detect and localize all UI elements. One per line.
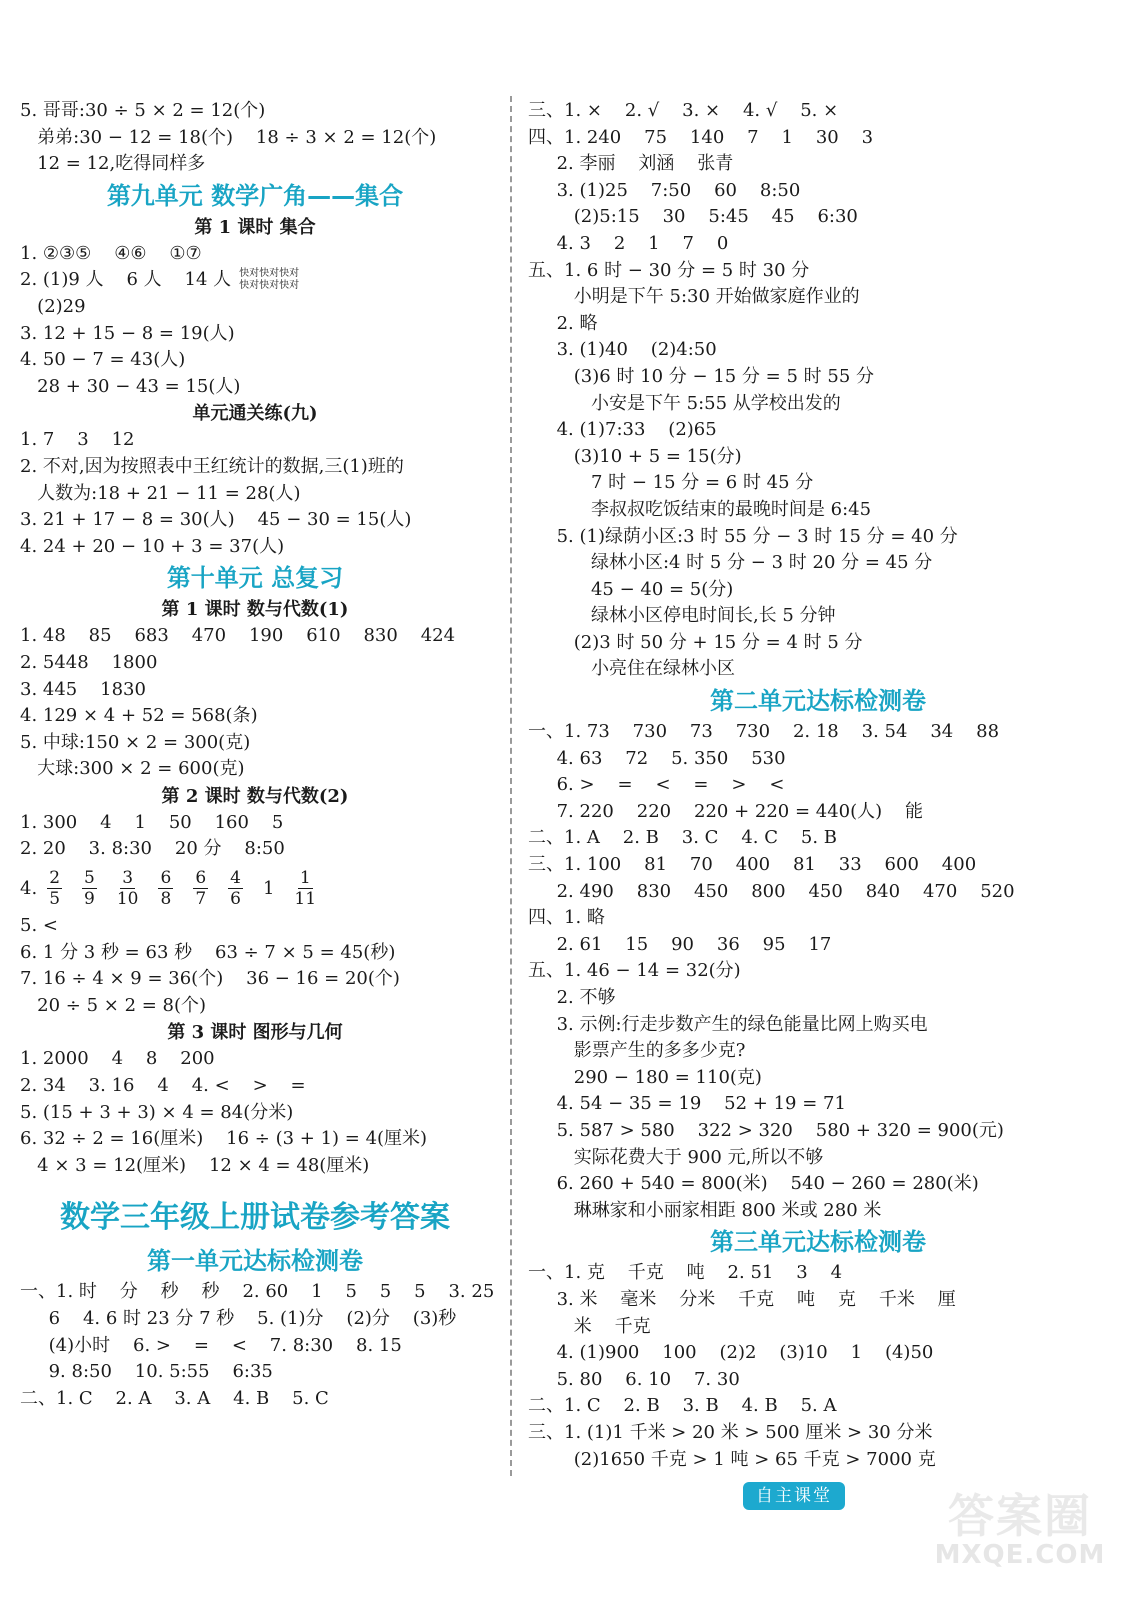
answer-line: (2)3 时 50 分 + 15 分 = 4 时 5 分 bbox=[528, 631, 863, 653]
answer-line: 一、1. 克 千克 吨 2. 51 3 4 bbox=[528, 1262, 843, 1284]
unit10-lesson3-answers bbox=[20, 1046, 490, 1179]
fraction bbox=[193, 868, 208, 909]
answer-line: 3. (1)40 (2)4:50 bbox=[528, 339, 717, 361]
answer-line: 2. 略 bbox=[528, 312, 598, 334]
answer-line: 6. 1 分 3 秒 = 63 秒 63 ÷ 7 × 5 = 45(秒) bbox=[20, 941, 396, 963]
answer-line: 2. 20 3. 8:30 20 分 8:50 bbox=[20, 838, 285, 860]
fraction-denominator: 5 bbox=[49, 888, 61, 909]
answer-line: 四、1. 240 75 140 7 1 30 3 bbox=[528, 126, 874, 148]
answer-line: 绿林小区:4 时 5 分 − 3 时 20 分 = 45 分 bbox=[528, 552, 933, 574]
answer-line: 5. 中球:150 × 2 = 300(克) bbox=[20, 731, 251, 753]
answer-line: 小安是下午 5:55 从学校出发的 bbox=[528, 392, 841, 414]
answer-line: 绿林小区停电时间长,长 5 分钟 bbox=[528, 605, 836, 627]
unit10-title: 第十单元 总复习 bbox=[166, 564, 344, 593]
handwritten-note-line: 快对快对快对 bbox=[239, 268, 300, 280]
fraction bbox=[294, 868, 316, 909]
unit9-review-answers bbox=[20, 427, 490, 560]
unit10-lesson3-heading: 第 3 课时 图形与几何 bbox=[167, 1022, 343, 1044]
answer-line: 4. (1)7:33 (2)65 bbox=[528, 419, 717, 441]
answer-line: 2. 李丽 刘涵 张青 bbox=[528, 153, 734, 175]
answer-line: 4. 24 + 20 − 10 + 3 = 37(人) bbox=[20, 535, 285, 557]
answer-line: 3. 21 + 17 − 8 = 30(人) 45 − 30 = 15(人) bbox=[20, 509, 412, 531]
answer-line: 李叔叔吃饭结束的最晚时间是 6:45 bbox=[528, 498, 872, 520]
answer-line: 5. (1)绿荫小区:3 时 55 分 − 3 时 15 分 = 40 分 bbox=[528, 525, 958, 547]
test2-title: 第二单元达标检测卷 bbox=[710, 687, 926, 716]
answer-line: 大球:300 × 2 = 600(克) bbox=[20, 758, 245, 780]
answer-line: 五、1. 6 时 − 30 分 = 5 时 30 分 bbox=[528, 259, 810, 281]
answer-line: 1. 48 85 683 470 190 610 830 424 bbox=[20, 625, 456, 647]
answer-line: 2. 61 15 90 36 95 17 bbox=[528, 933, 832, 955]
answer-line: 2. 490 830 450 800 450 840 470 520 bbox=[528, 880, 1015, 902]
answer-line: 1. 7 3 12 bbox=[20, 429, 135, 451]
answer-line: 12 = 12,吃得同样多 bbox=[20, 153, 206, 175]
answer-line: 7. 220 220 220 + 220 = 440(人) 能 bbox=[528, 800, 924, 822]
answer-line: 7 时 − 15 分 = 6 时 45 分 bbox=[528, 472, 814, 494]
fraction-numerator: 1 bbox=[299, 867, 311, 888]
fraction-denominator: 7 bbox=[195, 888, 207, 909]
answer-line: 3. 12 + 15 − 8 = 19(人) bbox=[20, 322, 235, 344]
fraction-numerator: 4 bbox=[230, 867, 241, 888]
answer-line: 5. < bbox=[20, 915, 58, 937]
right-column bbox=[528, 98, 1108, 1473]
answer-line: 五、1. 46 − 14 = 32(分) bbox=[528, 960, 741, 982]
answer-line: 4 × 3 = 12(厘米) 12 × 4 = 48(厘米) bbox=[20, 1154, 370, 1176]
answer-line: 7. 16 ÷ 4 × 9 = 36(个) 36 − 16 = 20(个) bbox=[20, 968, 400, 990]
answer-line: 28 + 30 − 43 = 15(人) bbox=[20, 375, 241, 397]
unit10-lesson2-answers-a bbox=[20, 810, 490, 863]
test1-answers bbox=[20, 1279, 495, 1412]
test3-title: 第三单元达标检测卷 bbox=[710, 1228, 926, 1257]
answer-line: 6 4. 6 时 23 分 7 秒 5. (1)分 (2)分 (3)秒 bbox=[20, 1308, 457, 1329]
watermark-url: MXQE.COM bbox=[934, 1540, 1106, 1570]
handwritten-note bbox=[239, 268, 299, 292]
answer-line: 6. 32 ÷ 2 = 16(厘米) 16 ÷ (3 + 1) = 4(厘米) bbox=[20, 1128, 428, 1150]
fraction-question-number: 4. bbox=[20, 877, 38, 899]
fraction-numerator: 5 bbox=[84, 867, 95, 888]
fraction bbox=[82, 868, 97, 909]
answer-line: 1. 2000 4 8 200 bbox=[20, 1048, 215, 1070]
answer-line: 二、1. C 2. A 3. A 4. B 5. C bbox=[20, 1387, 329, 1409]
answer-line: 3. 445 1830 bbox=[20, 678, 146, 700]
unit10-lesson1-heading: 第 1 课时 数与代数(1) bbox=[161, 599, 349, 621]
zizhu-ketang-badge: 自主课堂 bbox=[743, 1482, 845, 1510]
test3-answers bbox=[528, 1260, 1108, 1473]
fraction-numerator: 6 bbox=[195, 867, 207, 888]
answer-line: 4. 63 72 5. 350 530 bbox=[528, 747, 786, 769]
answer-line: 45 − 40 = 5(分) bbox=[528, 578, 734, 600]
booklet-main-title: 数学三年级上册试卷参考答案 bbox=[60, 1200, 450, 1236]
answer-line: 人数为:18 + 21 − 11 = 28(人) bbox=[20, 482, 301, 504]
left-top-answers bbox=[20, 98, 490, 178]
answer-line: 5. 587 > 580 322 > 320 580 + 320 = 900(元) bbox=[528, 1119, 1004, 1141]
fraction-denominator: 6 bbox=[230, 888, 241, 909]
answer-line: 2. 不够 bbox=[528, 987, 616, 1008]
fraction-whole-number: 1 bbox=[262, 877, 275, 899]
fraction bbox=[158, 868, 173, 909]
answer-line: 5. 80 6. 10 7. 30 bbox=[528, 1368, 740, 1390]
answer-line: (3)10 + 5 = 15(分) bbox=[528, 445, 742, 467]
unit10-lesson2-heading: 第 2 课时 数与代数(2) bbox=[161, 785, 349, 807]
fraction-denominator: 10 bbox=[116, 888, 139, 909]
answer-line: 影票产生的多多少克? bbox=[528, 1040, 746, 1062]
unit9-lesson1-heading: 第 1 课时 集合 bbox=[194, 216, 316, 238]
answer-line: 4. 54 − 35 = 19 52 + 19 = 71 bbox=[528, 1093, 846, 1115]
answer-line: 4. 3 2 1 7 0 bbox=[528, 232, 729, 254]
answer-line: 2. (1)9 人 6 人 14 人 快对快对快对 快对快对快对 bbox=[20, 268, 300, 292]
unit9-title: 第九单元 数学广角——集合 bbox=[106, 181, 404, 210]
fraction-numerator: 6 bbox=[160, 867, 172, 888]
fraction-denominator: 8 bbox=[160, 888, 172, 909]
answer-line: 小亮住在绿林小区 bbox=[528, 658, 735, 680]
answer-line: 2. 5448 1800 bbox=[20, 651, 158, 673]
answer-line: (2)5:15 30 5:45 45 6:30 bbox=[528, 206, 858, 228]
unit10-lesson1-answers bbox=[20, 623, 490, 783]
answer-line: (2)29 bbox=[20, 295, 86, 317]
unit9-lesson1-answers bbox=[20, 241, 490, 401]
answer-line: (4)小时 6. > = < 7. 8:30 8. 15 bbox=[20, 1334, 402, 1356]
answer-line: 6. > = < = > < bbox=[528, 774, 785, 796]
answer-line: 二、1. A 2. B 3. C 4. C 5. B bbox=[528, 827, 838, 849]
fraction bbox=[117, 868, 139, 909]
answer-line: (3)6 时 10 分 − 15 分 = 5 时 55 分 bbox=[528, 365, 874, 387]
fraction-numerator: 2 bbox=[49, 867, 61, 888]
answer-line: 三、1. × 2. √ 3. × 4. √ 5. × bbox=[528, 100, 839, 121]
answer-line: 4. (1)900 100 (2)2 (3)10 1 (4)50 bbox=[528, 1342, 934, 1364]
answer-line: (2)1650 千克 > 1 吨 > 65 千克 > 7000 克 bbox=[528, 1448, 936, 1470]
answer-line: 1. ②③⑤ ④⑥ ①⑦ bbox=[20, 242, 202, 264]
answer-line: 弟弟:30 − 12 = 18(个) 18 ÷ 3 × 2 = 12(个) bbox=[20, 126, 437, 148]
answer-line: 3. 示例:行走步数产生的绿色能量比网上购买电 bbox=[528, 1013, 928, 1035]
test2-answers bbox=[528, 719, 1108, 1224]
answer-line: 3. 米 毫米 分米 千克 吨 克 千米 厘 bbox=[528, 1288, 956, 1310]
fraction bbox=[47, 868, 62, 909]
answer-line: 2. 不对,因为按照表中王红统计的数据,三(1)班的 bbox=[20, 455, 404, 477]
answer-line: 3. (1)25 7:50 60 8:50 bbox=[528, 179, 801, 201]
answer-line: 5. 哥哥:30 ÷ 5 × 2 = 12(个) bbox=[20, 100, 266, 121]
fraction-answer-row bbox=[20, 863, 490, 913]
answer-line: 四、1. 略 bbox=[528, 907, 605, 929]
test1-title: 第一单元达标检测卷 bbox=[147, 1247, 363, 1276]
handwritten-note-line: 快对快对快对 bbox=[239, 280, 300, 292]
fraction bbox=[228, 868, 243, 909]
answer-line: 5. (15 + 3 + 3) × 4 = 84(分米) bbox=[20, 1101, 294, 1123]
answer-line: 三、1. (1)1 千米 > 20 米 > 500 厘米 > 30 分米 bbox=[528, 1421, 933, 1443]
unit10-lesson2-answers-b bbox=[20, 913, 490, 1019]
answer-line: 小明是下午 5:30 开始做家庭作业的 bbox=[528, 286, 860, 308]
answer-line: 二、1. C 2. B 3. B 4. B 5. A bbox=[528, 1395, 837, 1417]
answer-line: 1. 300 4 1 50 160 5 bbox=[20, 811, 284, 833]
answer-line: 一、1. 时 分 秒 秒 2. 60 1 5 5 5 3. 25 bbox=[20, 1281, 495, 1303]
answer-line: 4. 50 − 7 = 43(人) bbox=[20, 349, 186, 371]
fraction-denominator: 9 bbox=[84, 888, 95, 909]
answer-line: 一、1. 73 730 73 730 2. 18 3. 54 34 88 bbox=[528, 721, 1000, 743]
answer-line: 6. 260 + 540 = 800(米) 540 − 260 = 280(米) bbox=[528, 1173, 979, 1195]
answer-line: 琳琳家和小丽家相距 800 米或 280 米 bbox=[528, 1199, 882, 1221]
answer-line: 20 ÷ 5 × 2 = 8(个) bbox=[20, 994, 207, 1016]
answer-line: 9. 8:50 10. 5:55 6:35 bbox=[20, 1361, 273, 1383]
watermark-logo-text: 答案圈 bbox=[948, 1489, 1092, 1543]
left-column bbox=[20, 98, 495, 1412]
fraction-numerator: 3 bbox=[122, 867, 134, 888]
answer-line: 三、1. 100 81 70 400 81 33 600 400 bbox=[528, 854, 977, 876]
answer-line: 2. 34 3. 16 4 4. < > = bbox=[20, 1075, 306, 1097]
answer-line: 290 − 180 = 110(克) bbox=[528, 1066, 762, 1088]
fraction-denominator: 11 bbox=[294, 888, 317, 909]
column-divider bbox=[510, 96, 512, 1476]
answer-line: 实际花费大于 900 元,所以不够 bbox=[528, 1146, 824, 1168]
answer-line: 4. 129 × 4 + 52 = 568(条) bbox=[20, 705, 258, 727]
answer-line: 米 千克 bbox=[528, 1315, 651, 1337]
unit9-review-heading: 单元通关练(九) bbox=[192, 403, 318, 425]
test1-continued-answers bbox=[528, 98, 1108, 683]
